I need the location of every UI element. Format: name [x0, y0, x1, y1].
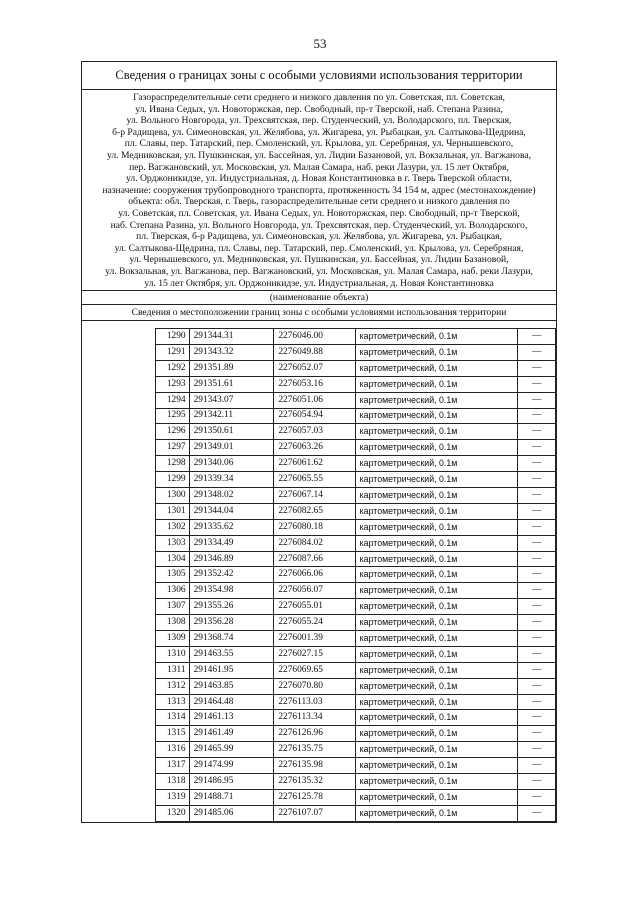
zone-boundary-frame	[81, 61, 557, 823]
table-row	[156, 329, 556, 345]
x-coordinate-cell: 291355.26	[189, 599, 274, 615]
table-row	[156, 392, 556, 408]
y-coordinate-cell: 2276053.16	[274, 376, 355, 392]
x-coordinate-cell: 291464.48	[189, 694, 274, 710]
y-coordinate-cell: 2276107.07	[274, 805, 355, 821]
point-number-cell: 1302	[156, 519, 190, 535]
y-coordinate-cell: 2276027.15	[274, 646, 355, 662]
y-coordinate-cell: 2276063.26	[274, 440, 355, 456]
method-accuracy-cell: картометрический, 0.1м	[355, 567, 518, 583]
y-coordinate-cell: 2276055.24	[274, 615, 355, 631]
y-coordinate-cell: 2276087.66	[274, 551, 355, 567]
point-number-cell: 1310	[156, 646, 190, 662]
x-coordinate-cell: 291368.74	[189, 631, 274, 647]
table-row	[156, 440, 556, 456]
table-row	[156, 408, 556, 424]
y-coordinate-cell: 2276113.34	[274, 710, 355, 726]
object-description-line: Газораспределительные сети среднего и низкого давления по ул. Советская, пл. Советская,	[133, 92, 505, 103]
y-coordinate-cell: 2276069.65	[274, 662, 355, 678]
y-coordinate-cell: 2276070.80	[274, 678, 355, 694]
method-accuracy-cell: картометрический, 0.1м	[355, 631, 518, 647]
point-number-cell: 1314	[156, 710, 190, 726]
point-number-cell: 1320	[156, 805, 190, 821]
x-coordinate-cell: 291343.07	[189, 392, 274, 408]
method-accuracy-cell: картометрический, 0.1м	[355, 805, 518, 821]
y-coordinate-cell: 2276125.78	[274, 789, 355, 805]
method-accuracy-cell: картометрический, 0.1м	[355, 599, 518, 615]
point-number-cell: 1300	[156, 488, 190, 504]
table-row	[156, 456, 556, 472]
note-cell: —	[518, 344, 556, 360]
table-row	[156, 519, 556, 535]
y-coordinate-cell: 2276066.06	[274, 567, 355, 583]
coordinates-table	[155, 328, 556, 822]
x-coordinate-cell: 291474.99	[189, 758, 274, 774]
y-coordinate-cell: 2276057.03	[274, 424, 355, 440]
y-coordinate-cell: 2276049.88	[274, 344, 355, 360]
table-row	[156, 742, 556, 758]
object-description-line: ул. Медниковская, ул. Пушкинская, ул. Бассейная, ул. Лидии Базановой, ул. Вокзальная, ул. Вагжанова,	[106, 149, 532, 161]
note-cell: —	[518, 329, 556, 345]
x-coordinate-cell: 291465.99	[189, 742, 274, 758]
point-number-cell: 1304	[156, 551, 190, 567]
x-coordinate-cell: 291461.49	[189, 726, 274, 742]
method-accuracy-cell: картометрический, 0.1м	[355, 774, 518, 790]
x-coordinate-cell: 291354.98	[189, 583, 274, 599]
x-coordinate-cell: 291339.34	[189, 472, 274, 488]
x-coordinate-cell: 291344.31	[189, 329, 274, 345]
x-coordinate-cell: 291488.71	[189, 789, 274, 805]
point-number-cell: 1317	[156, 758, 190, 774]
note-cell: —	[518, 392, 556, 408]
method-accuracy-cell: картометрический, 0.1м	[355, 440, 518, 456]
x-coordinate-cell: 291461.13	[189, 710, 274, 726]
document-title: Сведения о границах зоны с особыми условиями использования территории	[82, 62, 556, 90]
y-coordinate-cell: 2276001.39	[274, 631, 355, 647]
point-number-cell: 1313	[156, 694, 190, 710]
y-coordinate-cell: 2276065.55	[274, 472, 355, 488]
y-coordinate-cell: 2276046.00	[274, 329, 355, 345]
y-coordinate-cell: 2276061.62	[274, 456, 355, 472]
object-description-line: ул. Чернышевского, ул. Медниковская, ул. Пушкинская, ул. Бассейная, ул. Лидии Базановой,	[129, 254, 509, 266]
note-cell: —	[518, 742, 556, 758]
note-cell: —	[518, 710, 556, 726]
point-number-cell: 1303	[156, 535, 190, 551]
table-row	[156, 424, 556, 440]
note-cell: —	[518, 805, 556, 821]
y-coordinate-cell: 2276080.18	[274, 519, 355, 535]
table-row	[156, 631, 556, 647]
table-row	[156, 488, 556, 504]
point-number-cell: 1318	[156, 774, 190, 790]
object-description-line: ул. 15 лет Октября, ул. Орджоникидзе, ул. Индустриальная, д. Новая Константиновка	[144, 277, 494, 289]
note-cell: —	[518, 726, 556, 742]
table-row	[156, 599, 556, 615]
note-cell: —	[518, 360, 556, 376]
table-row	[156, 567, 556, 583]
table-row	[156, 583, 556, 599]
method-accuracy-cell: картометрический, 0.1м	[355, 472, 518, 488]
x-coordinate-cell: 291343.32	[189, 344, 274, 360]
page-number: 53	[313, 36, 327, 51]
x-coordinate-cell: 291463.85	[189, 678, 274, 694]
note-cell: —	[518, 535, 556, 551]
note-cell: —	[518, 488, 556, 504]
y-coordinate-cell: 2276135.75	[274, 742, 355, 758]
table-row	[156, 774, 556, 790]
y-coordinate-cell: 2276135.32	[274, 774, 355, 790]
point-number-cell: 1319	[156, 789, 190, 805]
y-coordinate-cell: 2276084.02	[274, 535, 355, 551]
x-coordinate-cell: 291350.61	[189, 424, 274, 440]
x-coordinate-cell: 291342.11	[189, 408, 274, 424]
y-coordinate-cell: 2276135.98	[274, 758, 355, 774]
method-accuracy-cell: картометрический, 0.1м	[355, 551, 518, 567]
method-accuracy-cell: картометрический, 0.1м	[355, 694, 518, 710]
x-coordinate-cell: 291486.95	[189, 774, 274, 790]
y-coordinate-cell: 2276126.96	[274, 726, 355, 742]
point-number-cell: 1296	[156, 424, 190, 440]
method-accuracy-cell: картометрический, 0.1м	[355, 789, 518, 805]
method-accuracy-cell: картометрический, 0.1м	[355, 758, 518, 774]
method-accuracy-cell: картометрический, 0.1м	[355, 488, 518, 504]
x-coordinate-cell: 291356.28	[189, 615, 274, 631]
y-coordinate-cell: 2276082.65	[274, 503, 355, 519]
point-number-cell: 1309	[156, 631, 190, 647]
x-coordinate-cell: 291349.01	[189, 440, 274, 456]
point-number-cell: 1308	[156, 615, 190, 631]
note-cell: —	[518, 519, 556, 535]
point-number-cell: 1315	[156, 726, 190, 742]
x-coordinate-cell: 291340.06	[189, 456, 274, 472]
note-cell: —	[518, 758, 556, 774]
note-cell: —	[518, 662, 556, 678]
note-cell: —	[518, 503, 556, 519]
method-accuracy-cell: картометрический, 0.1м	[355, 710, 518, 726]
method-accuracy-cell: картометрический, 0.1м	[355, 376, 518, 392]
table-row	[156, 758, 556, 774]
coordinates-section	[82, 321, 556, 822]
table-row	[156, 503, 556, 519]
y-coordinate-cell: 2276067.14	[274, 488, 355, 504]
point-number-cell: 1312	[156, 678, 190, 694]
note-cell: —	[518, 789, 556, 805]
point-number-cell: 1297	[156, 440, 190, 456]
location-section-caption: Сведения о местоположении границ зоны с особыми условиями использования территории	[82, 305, 556, 321]
object-description-line: ул. Салтыкова-Щедрина, пл. Славы, пер. Татарский, пер. Смоленский, ул. Крылова, ул. Серебряная,	[114, 242, 524, 254]
table-row	[156, 726, 556, 742]
note-cell: —	[518, 599, 556, 615]
table-row	[156, 344, 556, 360]
point-number-cell: 1290	[156, 329, 190, 345]
point-number-cell: 1305	[156, 567, 190, 583]
point-number-cell: 1295	[156, 408, 190, 424]
table-row	[156, 678, 556, 694]
point-number-cell: 1292	[156, 360, 190, 376]
note-cell: —	[518, 408, 556, 424]
table-row	[156, 360, 556, 376]
x-coordinate-cell: 291351.89	[189, 360, 274, 376]
method-accuracy-cell: картометрический, 0.1м	[355, 408, 518, 424]
note-cell: —	[518, 424, 556, 440]
point-number-cell: 1301	[156, 503, 190, 519]
y-coordinate-cell: 2276056.07	[274, 583, 355, 599]
x-coordinate-cell: 291335.62	[189, 519, 274, 535]
table-row	[156, 710, 556, 726]
table-row	[156, 805, 556, 821]
table-row	[156, 472, 556, 488]
note-cell: —	[518, 551, 556, 567]
note-cell: —	[518, 567, 556, 583]
y-coordinate-cell: 2276113.03	[274, 694, 355, 710]
method-accuracy-cell: картометрический, 0.1м	[355, 360, 518, 376]
object-description-line: объекта: обл. Тверская, г. Тверь, газораспределительные сети среднего и низкого давления по	[128, 196, 510, 208]
object-description	[82, 90, 556, 291]
point-number-cell: 1291	[156, 344, 190, 360]
y-coordinate-cell: 2276052.07	[274, 360, 355, 376]
x-coordinate-cell: 291344.04	[189, 503, 274, 519]
y-coordinate-cell: 2276055.01	[274, 599, 355, 615]
method-accuracy-cell: картометрический, 0.1м	[355, 662, 518, 678]
table-row	[156, 376, 556, 392]
note-cell: —	[518, 376, 556, 392]
x-coordinate-cell: 291461.95	[189, 662, 274, 678]
y-coordinate-cell: 2276051.06	[274, 392, 355, 408]
object-description-line: пл. Тверская, б-р Радищева, ул. Симеоновская, ул. Желябова, ул. Жигарева, ул. Рыбацкая,	[136, 231, 502, 243]
object-description-line: назначение: сооружения трубопроводного транспорта, протяженность 34 154 м, адрес (местонахождение)	[102, 184, 536, 196]
object-description-line: пер. Вагжановский, ул. Московская, ул. Малая Самара, наб. реки Лазури, ул. 15 лет Октября,	[129, 161, 509, 173]
table-row	[156, 662, 556, 678]
object-name-caption: (наименование объекта)	[82, 291, 556, 305]
object-description-line: пл. Славы, пер. Татарский, пер. Смоленский, ул. Крылова, ул. Серебряная, ул. Чернышевского,	[124, 138, 514, 150]
object-description-line: ул. Ивана Седых, ул. Новоторжская, пер. Свободный, пр-т Тверской, наб. Степана Разина,	[135, 103, 503, 115]
point-number-cell: 1316	[156, 742, 190, 758]
table-row	[156, 789, 556, 805]
object-description-line: ул. Вольного Новгорода, ул. Трехсвятская, пер. Студенческий, ул. Володарского, пл. Тверская,	[126, 115, 512, 127]
note-cell: —	[518, 456, 556, 472]
x-coordinate-cell: 291351.61	[189, 376, 274, 392]
method-accuracy-cell: картометрический, 0.1м	[355, 424, 518, 440]
note-cell: —	[518, 440, 556, 456]
method-accuracy-cell: картометрический, 0.1м	[355, 583, 518, 599]
note-cell: —	[518, 678, 556, 694]
table-row	[156, 551, 556, 567]
object-description-line: ул. Вокзальная, ул. Вагжанова, пер. Вагжановский, ул. Московская, ул. Малая Самара, наб. реки Лазури,	[105, 265, 533, 277]
method-accuracy-cell: картометрический, 0.1м	[355, 678, 518, 694]
object-description-line: ул. Советская, пл. Советская, ул. Ивана Седых, ул. Новоторжская, пер. Свободный, пр-т Тверской,	[118, 207, 520, 219]
method-accuracy-cell: картометрический, 0.1м	[355, 726, 518, 742]
note-cell: —	[518, 694, 556, 710]
y-coordinate-cell: 2276054.94	[274, 408, 355, 424]
object-description-line: наб. Степана Разина, ул. Вольного Новгорода, ул. Трехсвятская, пер. Студенческий, ул. Володарского,	[110, 219, 528, 231]
object-description-line: б-р Радищева, ул. Симеоновская, ул. Желябова, ул. Жигарева, ул. Рыбацкая, ул. Салтыкова-Щедрина,	[112, 126, 526, 138]
point-number-cell: 1293	[156, 376, 190, 392]
point-number-cell: 1306	[156, 583, 190, 599]
note-cell: —	[518, 631, 556, 647]
method-accuracy-cell: картометрический, 0.1м	[355, 615, 518, 631]
point-number-cell: 1311	[156, 662, 190, 678]
method-accuracy-cell: картометрический, 0.1м	[355, 344, 518, 360]
x-coordinate-cell: 291334.49	[189, 535, 274, 551]
x-coordinate-cell: 291485.06	[189, 805, 274, 821]
x-coordinate-cell: 291348.02	[189, 488, 274, 504]
method-accuracy-cell: картометрический, 0.1м	[355, 742, 518, 758]
method-accuracy-cell: картометрический, 0.1м	[355, 646, 518, 662]
note-cell: —	[518, 774, 556, 790]
note-cell: —	[518, 646, 556, 662]
object-description-line: ул. Орджоникидзе, ул. Индустриальная, д. Новая Константиновка в г. Тверь Тверской области,	[126, 173, 512, 185]
table-row	[156, 615, 556, 631]
x-coordinate-cell: 291352.42	[189, 567, 274, 583]
method-accuracy-cell: картометрический, 0.1м	[355, 519, 518, 535]
method-accuracy-cell: картометрический, 0.1м	[355, 456, 518, 472]
x-coordinate-cell: 291463.55	[189, 646, 274, 662]
point-number-cell: 1294	[156, 392, 190, 408]
note-cell: —	[518, 472, 556, 488]
x-coordinate-cell: 291346.89	[189, 551, 274, 567]
method-accuracy-cell: картометрический, 0.1м	[355, 329, 518, 345]
table-row	[156, 535, 556, 551]
table-row	[156, 646, 556, 662]
method-accuracy-cell: картометрический, 0.1м	[355, 503, 518, 519]
point-number-cell: 1299	[156, 472, 190, 488]
table-row	[156, 694, 556, 710]
note-cell: —	[518, 615, 556, 631]
point-number-cell: 1307	[156, 599, 190, 615]
method-accuracy-cell: картометрический, 0.1м	[355, 535, 518, 551]
point-number-cell: 1298	[156, 456, 190, 472]
note-cell: —	[518, 583, 556, 599]
method-accuracy-cell: картометрический, 0.1м	[355, 392, 518, 408]
